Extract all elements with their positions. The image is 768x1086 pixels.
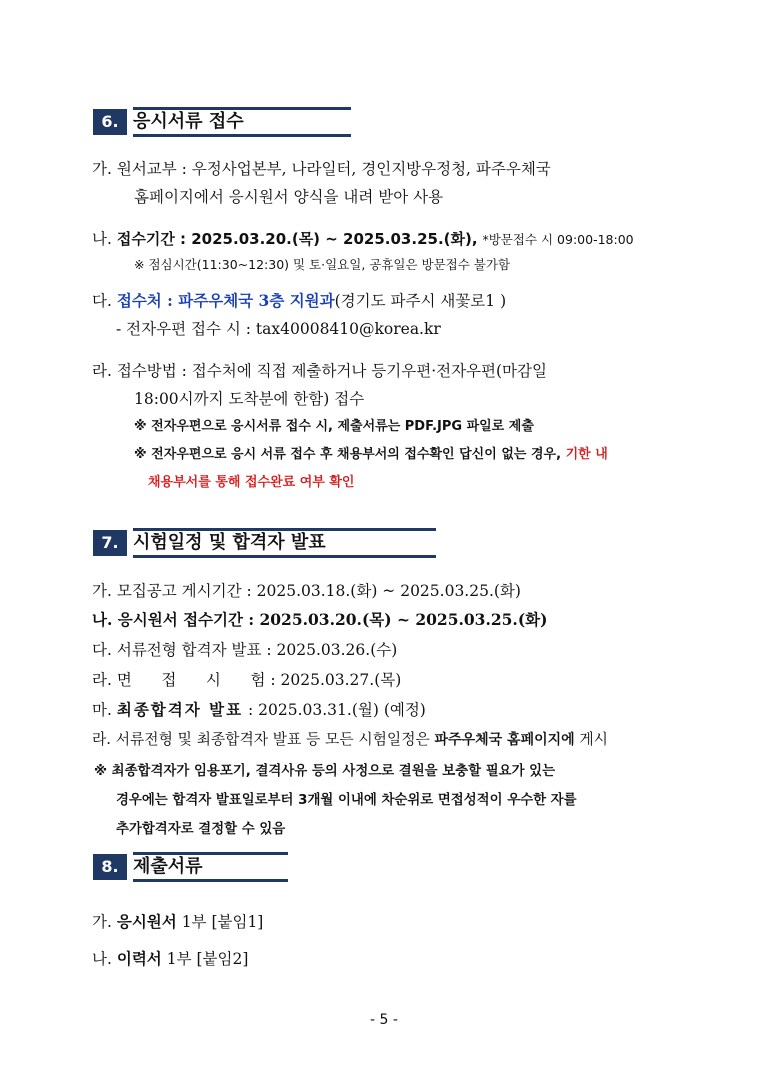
s7-item-ma [92, 699, 426, 721]
s7-item-na [92, 609, 547, 631]
item-marker: 라. [92, 671, 112, 689]
text: ※ 전자우편으로 응시 서류 접수 후 채용부서의 접수확인 답신이 없는 경우, [134, 447, 562, 462]
s6-item-ra-note2 [134, 444, 608, 466]
section-6-rule-bottom [133, 134, 351, 137]
item-marker: 다. [92, 292, 112, 310]
text: 원서교부 : 우정사업본부, 나라일터, 경인지방우정청, 파주우체국 [116, 160, 551, 178]
text: 접수방법 : 접수처에 직접 제출하거나 등기우편·전자우편(마감일 [116, 362, 547, 380]
section-7-number: 7. [93, 530, 127, 556]
s7-item-ra2 [92, 729, 608, 751]
section-6-number: 6. [93, 109, 127, 135]
section-6-header [93, 107, 353, 137]
item-marker: 나. [92, 610, 113, 629]
item-marker: 가. [92, 913, 112, 931]
item-marker: 마. [92, 701, 112, 719]
s8-item-na [92, 948, 248, 970]
s6-item-ga-line1 [92, 158, 551, 180]
s6-item-da [92, 290, 506, 312]
text: 모집공고 게시기간 : 2025.03.18.(화) ~ 2025.03.25.(화) [116, 582, 521, 600]
item-marker: 다. [92, 641, 112, 659]
period-label: 접수기간 : 2025.03.20.(목) ~ 2025.03.25.(화), [116, 230, 478, 248]
s7-note-line3: 추가합격자로 결정할 수 있음 [116, 822, 286, 837]
page-number: - 5 - [370, 1012, 398, 1028]
address: (경기도 파주시 새꽃로1 ) [334, 292, 507, 310]
item-marker: 나. [92, 950, 112, 968]
value: : 2025.03.27.(목) [270, 671, 402, 689]
section-8-title: 제출서류 [133, 856, 203, 877]
section-8-number: 8. [93, 854, 127, 880]
label: 면 접 시 험 [116, 671, 266, 689]
s7-note-line1: ※ 최종합격자가 임용포기, 결격사유 등의 사정으로 결원을 보충할 필요가 있는 [94, 764, 556, 779]
text: 1부 [붙임2] [166, 950, 249, 968]
section-7-title: 시험일정 및 합격자 발표 [133, 532, 326, 553]
text: 서류전형 및 최종합격자 발표 등 모든 시험일정은 [115, 731, 430, 748]
section-8-rule-bottom [133, 879, 288, 882]
label: 이력서 [116, 949, 162, 968]
s7-item-da [92, 639, 397, 661]
item-marker: 나. [92, 230, 112, 248]
s6-item-ra-note2-cont: 채용부서를 통해 접수완료 여부 확인 [148, 475, 355, 490]
s7-item-ra [92, 669, 401, 691]
homepage: 파주우체국 홈페이지에 [434, 732, 575, 748]
text: 응시원서 접수기간 : 2025.03.20.(목) ~ 2025.03.25.(화) [117, 610, 548, 629]
highlight: 기한 내 [565, 447, 608, 462]
item-marker: 가. [92, 160, 112, 178]
text: 게시 [579, 731, 608, 748]
text: 서류전형 합격자 발표 : 2025.03.26.(수) [116, 641, 398, 659]
item-marker: 라. [92, 731, 111, 748]
text: 1부 [붙임1] [181, 913, 264, 931]
s7-note-line2: 경우에는 합격자 발표일로부터 3개월 이내에 차순위로 면접성적이 우수한 자를 [116, 793, 577, 808]
section-6-title: 응시서류 접수 [133, 111, 244, 132]
label: 최종합격자 발표 [116, 700, 244, 719]
s6-item-ra-note1: ※ 전자우편으로 응시서류 접수 시, 제출서류는 PDF.JPG 파일로 제출 [134, 419, 534, 434]
reception-label: 접수처 : 파주우체국 3층 지원과 [116, 291, 335, 310]
s6-item-da-email: - 전자우편 접수 시 : tax40008410@korea.kr [116, 320, 441, 338]
section-7-rule-bottom [133, 555, 436, 558]
s6-item-na-note: ※ 점심시간(11:30~12:30) 및 토·일요일, 공휴일은 방문접수 불가함 [134, 257, 511, 272]
s6-item-na [92, 228, 634, 251]
s6-item-ga-line2: 홈페이지에서 응시원서 양식을 내려 받아 사용 [134, 188, 444, 206]
section-7-header [93, 528, 438, 558]
s7-item-ga [92, 580, 521, 602]
s6-item-ra-line1 [92, 360, 547, 382]
item-marker: 라. [92, 362, 112, 380]
s8-item-ga [92, 911, 263, 933]
s6-item-ra-line2: 18:00시까지 도착분에 한함) 접수 [134, 390, 365, 408]
value: : 2025.03.31.(월) (예정) [248, 701, 426, 719]
label: 응시원서 [116, 912, 177, 931]
item-marker: 가. [92, 582, 112, 600]
section-8-header [93, 852, 293, 882]
visit-note: *방문접수 시 09:00-18:00 [482, 232, 634, 247]
